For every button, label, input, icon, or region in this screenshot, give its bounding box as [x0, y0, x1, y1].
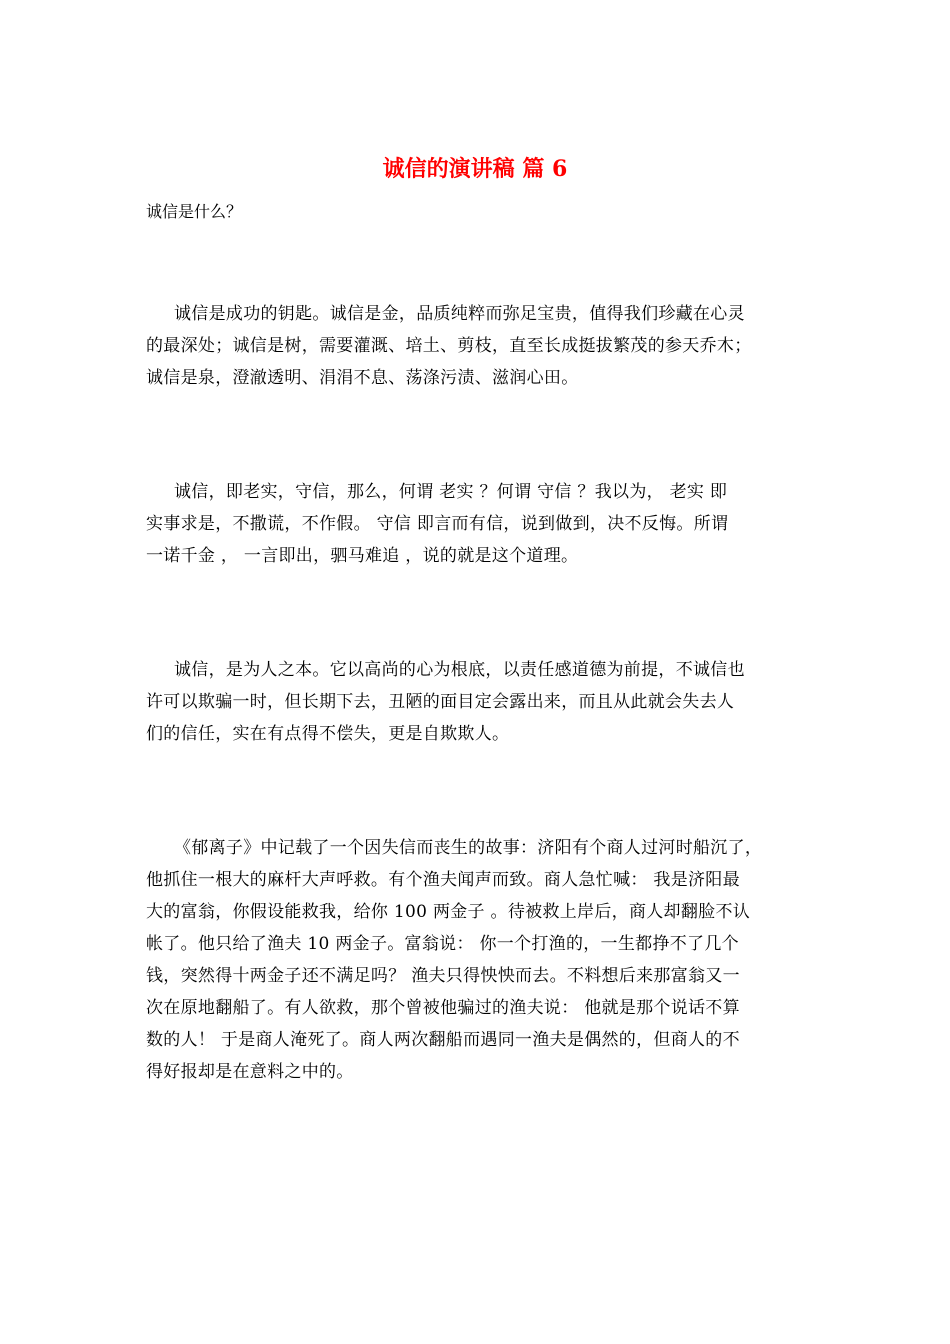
- paragraph-line: 他抓住一根大的麻杆大声呼救。有个渔夫闻声而致。商人急忙喊： 我是济阳最: [146, 870, 740, 890]
- paragraph-4: [146, 832, 816, 1088]
- paragraph-line: 大的富翁，你假设能救我，给你 100 两金子 。待被救上岸后，商人却翻脸不认: [146, 902, 751, 922]
- paragraph-line: 数的人！ 于是商人淹死了。商人两次翻船而遇同一渔夫是偶然的，但商人的不: [146, 1030, 740, 1050]
- paragraph-line: 《郁离子》中记载了一个因失信而丧生的故事：济阳有个商人过河时船沉了，: [174, 838, 763, 858]
- opening-question: 诚信是什么？: [146, 202, 243, 221]
- paragraph-line: 钱，突然得十两金子还不满足吗？ 渔夫只得怏怏而去。不料想后来那富翁又一: [146, 966, 740, 986]
- paragraph-line: 许可以欺骗一时，但长期下去，丑陋的面目定会露出来，而且从此就会失去人: [146, 692, 735, 712]
- paragraph-line: 们的信任，实在有点得不偿失，更是自欺欺人。: [146, 724, 510, 744]
- paragraph-line: 帐了。他只给了渔夫 10 两金子。富翁说： 你一个打渔的，一生都挣不了几个: [146, 934, 739, 954]
- paragraph-line: 得好报却是在意料之中的。: [146, 1062, 354, 1082]
- paragraph-line: 诚信是成功的钥匙。诚信是金，品质纯粹而弥足宝贵，值得我们珍藏在心灵: [174, 304, 745, 324]
- paragraph-line: 一诺千金 ， 一言即出，驷马难追 ，说的就是这个道理。: [146, 546, 579, 566]
- paragraph-line: 的最深处；诚信是树，需要灌溉、培土、剪枝，直至长成挺拔繁茂的参天乔木；: [146, 336, 752, 356]
- paragraph-2: [146, 476, 816, 572]
- paragraph-line: 诚信是泉，澄澈透明、涓涓不息、荡涤污渍、滋润心田。: [146, 368, 579, 388]
- paragraph-3: [146, 654, 816, 750]
- document-title: 诚信的演讲稿 篇 6: [382, 156, 568, 182]
- paragraph-1: [146, 298, 816, 394]
- paragraph-line: 诚信，是为人之本。它以高尚的心为根底，以责任感道德为前提，不诚信也: [174, 660, 745, 680]
- paragraph-line: 次在原地翻船了。有人欲救，那个曾被他骗过的渔夫说： 他就是那个说话不算: [146, 998, 740, 1018]
- paragraph-line: 诚信，即老实，守信，那么，何谓 老实 ？何谓 守信 ？我以为， 老实 即: [174, 482, 728, 502]
- paragraph-line: 实事求是，不撒谎，不作假。 守信 即言而有信，说到做到，决不反悔。所谓: [146, 514, 729, 534]
